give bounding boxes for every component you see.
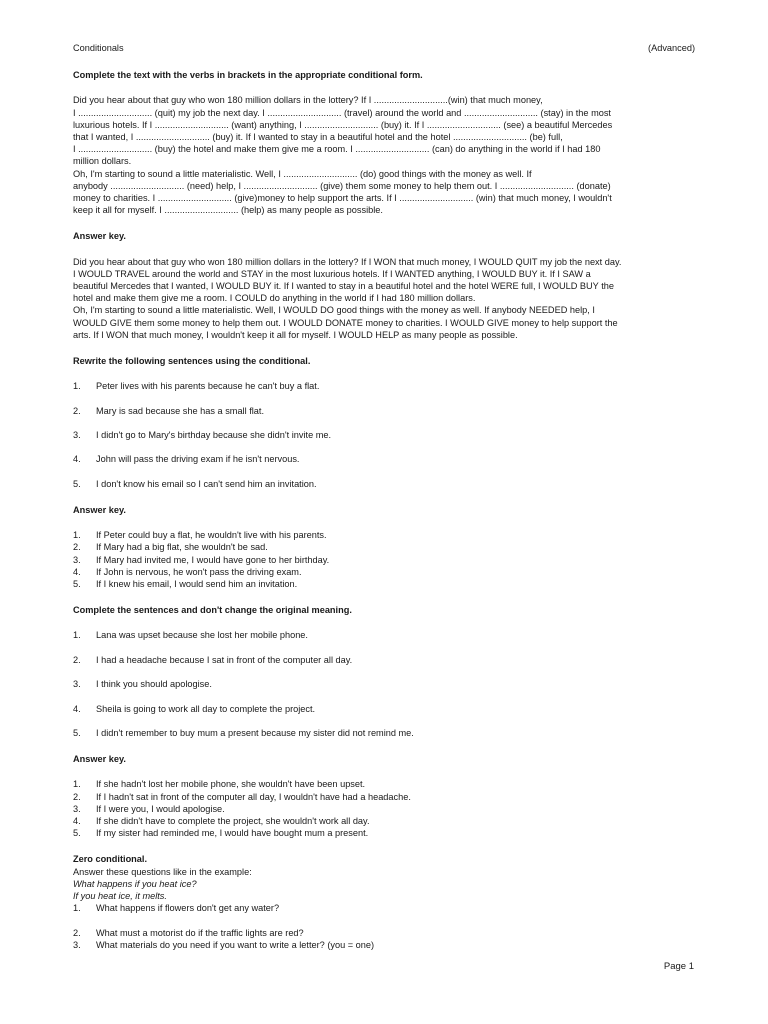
list-item xyxy=(73,529,695,541)
item-text: If John is nervous, he won't pass the driving exam. xyxy=(96,566,302,577)
section4-instruction: Answer these questions like in the example: xyxy=(73,866,252,877)
text-line: keep it all for myself. I ............................. (help) as many people as possible. xyxy=(73,205,383,216)
list-item xyxy=(73,541,695,553)
item-number: 3. xyxy=(73,679,81,690)
item-text: Peter lives with his parents because he can't buy a flat. xyxy=(96,381,320,392)
text-line: hotel and make them give me a room. I COULD do anything in the world if I had 180 million dollars. xyxy=(73,293,476,304)
list-item xyxy=(73,939,695,951)
item-number: 1. xyxy=(73,381,81,392)
list-item xyxy=(73,453,695,465)
item-number: 2. xyxy=(73,542,81,553)
item-number: 4. xyxy=(73,816,81,827)
item-number: 5. xyxy=(73,728,81,739)
item-number: 1. xyxy=(73,630,81,641)
item-text: If she didn't have to complete the project, she wouldn't work all day. xyxy=(96,816,370,827)
item-text: If Peter could buy a flat, he wouldn't live with his parents. xyxy=(96,530,327,541)
list-item xyxy=(73,554,695,566)
text-line: I ............................. (buy) the hotel and make them give me a room. I ............................. (can) do anything in the world if I had 180 xyxy=(73,144,601,155)
item-text: Sheila is going to work all day to complete the project. xyxy=(96,703,316,714)
text-line: I WOULD TRAVEL around the world and STAY in the most luxurious hotels. If I WANTED anything, I WOULD BUY it. If I SAW a xyxy=(73,268,591,279)
list-item xyxy=(73,429,695,441)
item-number: 1. xyxy=(73,530,81,541)
text-line: Oh, I'm starting to sound a little materialistic. Well, I ............................. (do) good things with the money as well. If xyxy=(73,168,532,179)
item-text: If she hadn't lost her mobile phone, she wouldn't have been upset. xyxy=(96,779,366,790)
list-item xyxy=(73,778,695,790)
header-level: (Advanced) xyxy=(648,43,695,53)
answer-key1-text xyxy=(73,256,695,341)
list-item xyxy=(73,902,695,914)
answer-key2-heading: Answer key. xyxy=(73,505,126,516)
text-line: I ............................. (quit) my job the next day. I ............................. (travel) around the world and ............................. (stay) in the most xyxy=(73,107,611,118)
item-text: Lana was upset because she lost her mobile phone. xyxy=(96,630,308,641)
list-item xyxy=(73,405,695,417)
item-number: 3. xyxy=(73,430,81,441)
item-text: I think you should apologise. xyxy=(96,679,212,690)
section3-list xyxy=(73,629,695,739)
item-text: What must a motorist do if the traffic lights are red? xyxy=(96,927,304,938)
list-item xyxy=(73,478,695,490)
text-line: luxurious hotels. If I ............................. (want) anything, I ............................. (buy) it. If I ............................. (see) a beautiful Mercedes xyxy=(73,119,613,130)
item-number: 3. xyxy=(73,939,81,950)
text-line: arts. If I WON that much money, I wouldn't keep it all for myself. I WOULD HELP as many people as possible. xyxy=(73,329,518,340)
item-number: 2. xyxy=(73,791,81,802)
item-number: 1. xyxy=(73,779,81,790)
list-item xyxy=(73,380,695,392)
list-item xyxy=(73,815,695,827)
text-line: Oh, I'm starting to sound a little materialistic. Well, I WOULD DO good things with the money as well. If anybody NEEDED help, I xyxy=(73,305,595,316)
item-text: If I knew his email, I would send him an invitation. xyxy=(96,579,298,590)
item-number: 4. xyxy=(73,703,81,714)
item-text: If I were you, I would apologise. xyxy=(96,803,225,814)
section4-list xyxy=(73,902,695,951)
section4-heading: Zero conditional. xyxy=(73,854,148,865)
header-title: Conditionals xyxy=(73,43,124,53)
list-item xyxy=(73,791,695,803)
list-item xyxy=(73,566,695,578)
answer-key3-heading: Answer key. xyxy=(73,754,126,765)
text-line: that I wanted, I ............................. (buy) it. If I wanted to stay in a beautiful hotel and the hotel ............................. (be) full, xyxy=(73,132,563,143)
section2-list xyxy=(73,380,695,490)
section1-text xyxy=(73,94,695,216)
item-text: I had a headache because I sat in front of the computer all day. xyxy=(96,654,353,665)
page-number: Page 1 xyxy=(663,961,694,972)
section3-heading: Complete the sentences and don't change the original meaning. xyxy=(73,605,352,616)
item-number: 1. xyxy=(73,903,81,914)
item-text: If I hadn't sat in front of the computer all day, I wouldn't have had a headache. xyxy=(96,791,411,802)
item-text: I don't know his email so I can't send him an invitation. xyxy=(96,478,317,489)
text-line: money to charities. I ............................. (give)money to help support the arts. If I ............................. (win) that much money, I wouldn't xyxy=(73,193,612,204)
example-answer: If you heat ice, it melts. xyxy=(73,891,167,902)
example-question: What happens if you heat ice? xyxy=(73,878,197,889)
item-text: If Mary had invited me, I would have gone to her birthday. xyxy=(96,554,330,565)
item-text: If Mary had a big flat, she wouldn't be sad. xyxy=(96,542,268,553)
list-item xyxy=(73,578,695,590)
answer-key3-list xyxy=(73,778,695,839)
section2-heading: Rewrite the following sentences using the conditional. xyxy=(73,356,311,367)
list-item xyxy=(73,654,695,666)
list-item xyxy=(73,703,695,715)
answer-key2-list xyxy=(73,529,695,590)
item-number: 3. xyxy=(73,803,81,814)
item-number: 5. xyxy=(73,478,81,489)
document-page xyxy=(73,42,695,951)
list-item xyxy=(73,727,695,739)
text-line: beautiful Mercedes that I wanted, I WOULD BUY it. If I wanted to stay in a beautiful hotel and the hotel WERE full, I WOULD BUY the xyxy=(73,281,614,292)
answer-key1-heading: Answer key. xyxy=(73,231,126,242)
item-number: 2. xyxy=(73,654,81,665)
text-line: million dollars. xyxy=(73,156,132,167)
item-text: Mary is sad because she has a small flat. xyxy=(96,405,265,416)
section1-heading: Complete the text with the verbs in brackets in the appropriate conditional form. xyxy=(73,70,423,81)
item-number: 5. xyxy=(73,828,81,839)
item-text: I didn't go to Mary's birthday because she didn't invite me. xyxy=(96,430,332,441)
item-text: John will pass the driving exam if he isn't nervous. xyxy=(96,454,300,465)
list-item xyxy=(73,678,695,690)
item-number: 2. xyxy=(73,405,81,416)
item-text: If my sister had reminded me, I would have bought mum a present. xyxy=(96,828,369,839)
text-line: anybody ............................. (need) help, I ............................. (give) them some money to help them out. I ............................. (donate) xyxy=(73,180,611,191)
item-text: What materials do you need if you want to write a letter? (you = one) xyxy=(96,939,375,950)
item-number: 5. xyxy=(73,579,81,590)
list-item xyxy=(73,629,695,641)
list-item xyxy=(73,927,695,939)
text-line: Did you hear about that guy who won 180 million dollars in the lottery? If I WON that much money, I WOULD QUIT my job the next day. xyxy=(73,256,622,267)
item-text: What happens if flowers don't get any water? xyxy=(96,903,280,914)
item-text: I didn't remember to buy mum a present because my sister did not remind me. xyxy=(96,728,414,739)
list-item xyxy=(73,827,695,839)
text-line: Did you hear about that guy who won 180 million dollars in the lottery? If I .............................(win) that much money, xyxy=(73,95,543,106)
item-number: 4. xyxy=(73,566,81,577)
item-number: 2. xyxy=(73,927,81,938)
item-number: 3. xyxy=(73,554,81,565)
page-header xyxy=(73,42,695,54)
text-line: WOULD GIVE them some money to help them out. I WOULD DONATE money to charities. I WOULD GIVE money to help support the xyxy=(73,317,618,328)
item-number: 4. xyxy=(73,454,81,465)
list-item xyxy=(73,803,695,815)
